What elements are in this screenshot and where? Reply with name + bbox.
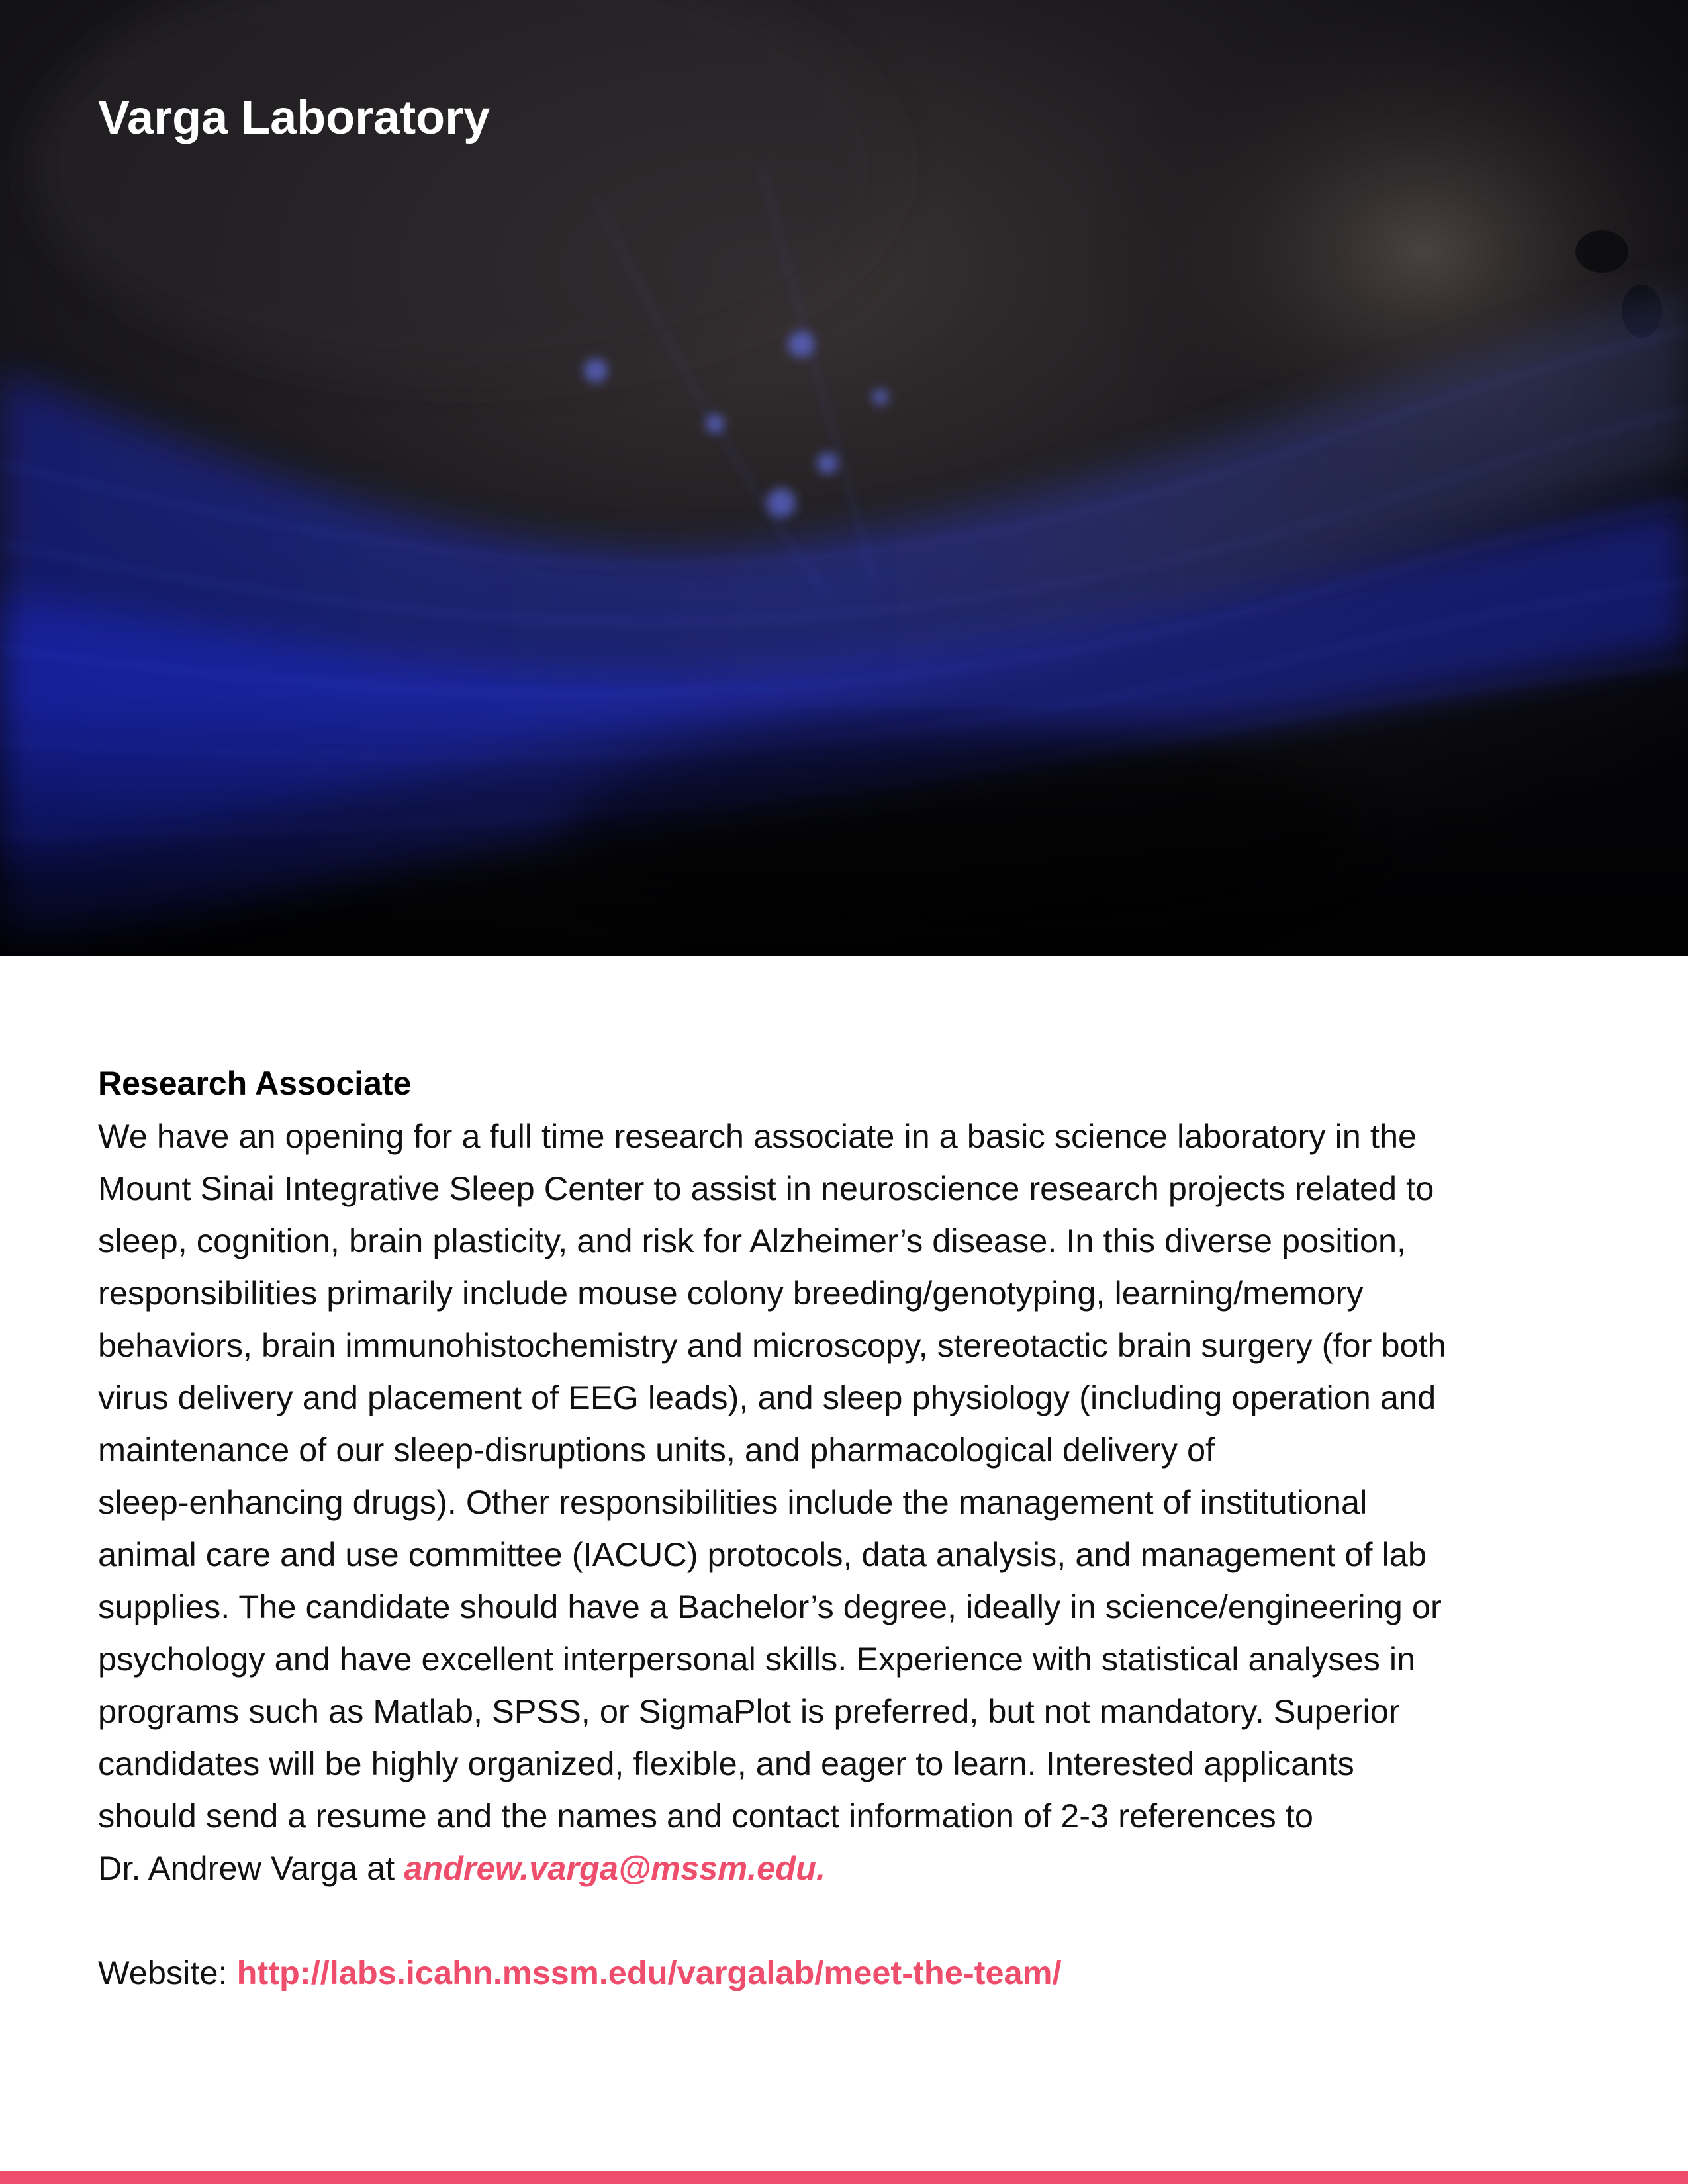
lab-title: Varga Laboratory — [98, 91, 491, 144]
email-link[interactable]: andrew.varga@mssm.edu. — [404, 1849, 825, 1887]
job-title: Research Associate — [98, 1065, 412, 1102]
description-line: responsibilities primarily include mouse colony breeding/genotyping, learning/memory — [98, 1274, 1364, 1312]
hero-banner — [0, 0, 1688, 956]
description-line: sleep-enhancing drugs). Other responsibilities include the management of institutional — [98, 1483, 1368, 1521]
description-line: behaviors, brain immunohistochemistry and microscopy, stereotactic brain surgery (for both — [98, 1326, 1446, 1364]
contact-prefix: Dr. Andrew Varga at — [98, 1849, 404, 1887]
description-line: psychology and have excellent interpersonal skills. Experience with statistical analyses in — [98, 1640, 1416, 1678]
website-line — [98, 1946, 1594, 1999]
description-line: programs such as Matlab, SPSS, or SigmaPlot is preferred, but not mandatory. Superior — [98, 1692, 1400, 1730]
job-posting — [98, 1058, 1594, 1999]
description-line: virus delivery and placement of EEG leads), and sleep physiology (including operation and — [98, 1379, 1436, 1416]
description-line: animal care and use committee (IACUC) protocols, data analysis, and management of lab — [98, 1535, 1427, 1573]
job-description — [98, 1110, 1594, 1894]
footer-accent-bar — [0, 2171, 1688, 2184]
description-line: maintenance of our sleep-disruptions units, and pharmacological delivery of — [98, 1431, 1215, 1469]
description-line: should send a resume and the names and contact information of 2-3 references to — [98, 1797, 1313, 1835]
website-link[interactable]: http://labs.icahn.mssm.edu/vargalab/meet-the-team/ — [236, 1954, 1062, 1991]
description-line: candidates will be highly organized, flexible, and eager to learn. Interested applicants — [98, 1745, 1354, 1782]
website-label: Website: — [98, 1954, 237, 1991]
description-line: We have an opening for a full time research associate in a basic science laboratory in the — [98, 1117, 1417, 1155]
description-line: supplies. The candidate should have a Bachelor’s degree, ideally in science/engineering or — [98, 1588, 1442, 1625]
description-line: Mount Sinai Integrative Sleep Center to assist in neuroscience research projects related to — [98, 1169, 1434, 1207]
description-line: sleep, cognition, brain plasticity, and risk for Alzheimer’s disease. In this diverse position, — [98, 1222, 1407, 1259]
